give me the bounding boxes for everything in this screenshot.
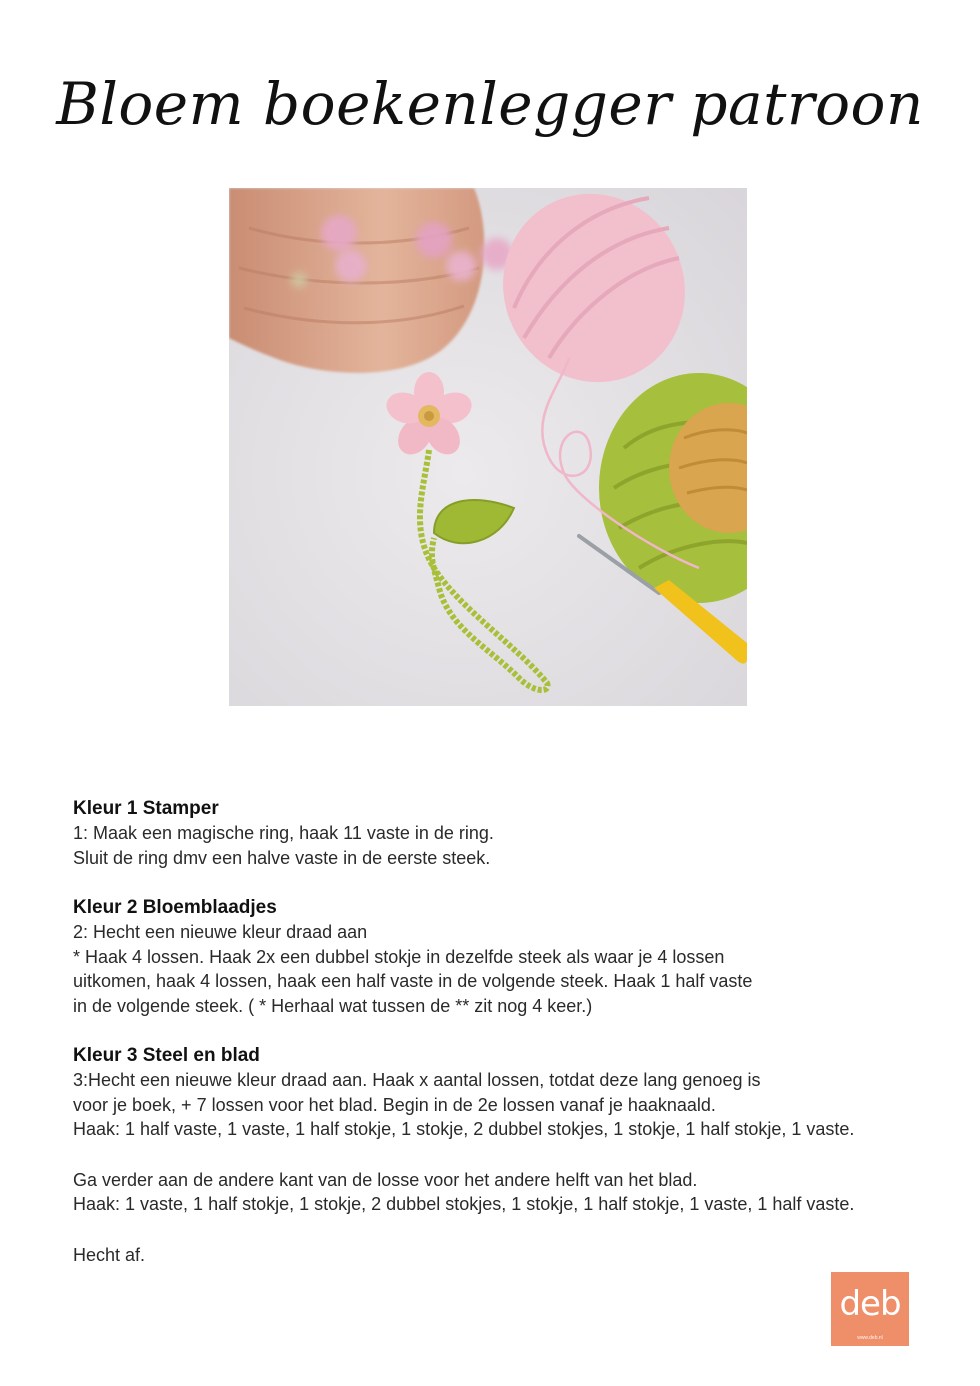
section-kleur-1	[73, 797, 933, 870]
instruction-line: voor je boek, + 7 lossen voor het blad. Begin in de 2e lossen vanaf je haaknaald.	[73, 1094, 716, 1115]
section-finish	[73, 1243, 933, 1268]
page-title: Bloem boekenlegger patroon	[56, 70, 924, 138]
section-leaf-second-half	[73, 1168, 933, 1217]
instruction-line: * Haak 4 lossen. Haak 2x een dubbel stokje in dezelfde steek als waar je 4 lossen	[73, 946, 725, 967]
logo-word: deb	[839, 1284, 901, 1324]
instruction-line: 3:Hecht een nieuwe kleur draad aan. Haak x aantal lossen, totdat deze lang genoeg is	[73, 1070, 761, 1090]
instruction-line: Ga verder aan de andere kant van de losse voor het andere helft van het blad.	[73, 1169, 698, 1190]
section-kleur-2	[73, 896, 933, 1018]
section-heading: Kleur 3 Steel en blad	[73, 1045, 260, 1066]
instruction-line: 1: Maak een magische ring, haak 11 vaste in de ring.	[73, 823, 494, 843]
instruction-line: Haak: 1 vaste, 1 half stokje, 1 stokje, 2 dubbel stokjes, 1 stokje, 1 half stokje, 1 vaste, 1 half vaste.	[73, 1194, 855, 1214]
instruction-line: Haak: 1 half vaste, 1 vaste, 1 half stokje, 1 stokje, 2 dubbel stokjes, 1 stokje, 1 half stokje, 1 vaste.	[73, 1119, 855, 1139]
section-heading: Kleur 2 Bloemblaadjes	[73, 897, 277, 918]
deb-logo	[831, 1272, 909, 1346]
instruction-line: 2: Hecht een nieuwe kleur draad aan	[73, 922, 368, 942]
logo-url: www.deb.nl	[857, 1335, 883, 1341]
instruction-line: uitkomen, haak 4 lossen, haak een half vaste in de volgende steek. Haak 1 half vaste	[73, 971, 753, 991]
instruction-line: Sluit de ring dmv een halve vaste in de eerste steek.	[73, 847, 491, 868]
instruction-line: in de volgende steek. ( * Herhaal wat tussen de ** zit nog 4 keer.)	[73, 995, 593, 1016]
instruction-line: Hecht af.	[73, 1244, 146, 1265]
section-kleur-3	[73, 1044, 933, 1142]
crochet-flower-bookmark-photo	[229, 188, 747, 706]
pattern-instructions	[73, 797, 933, 1293]
section-heading: Kleur 1 Stamper	[73, 798, 219, 819]
